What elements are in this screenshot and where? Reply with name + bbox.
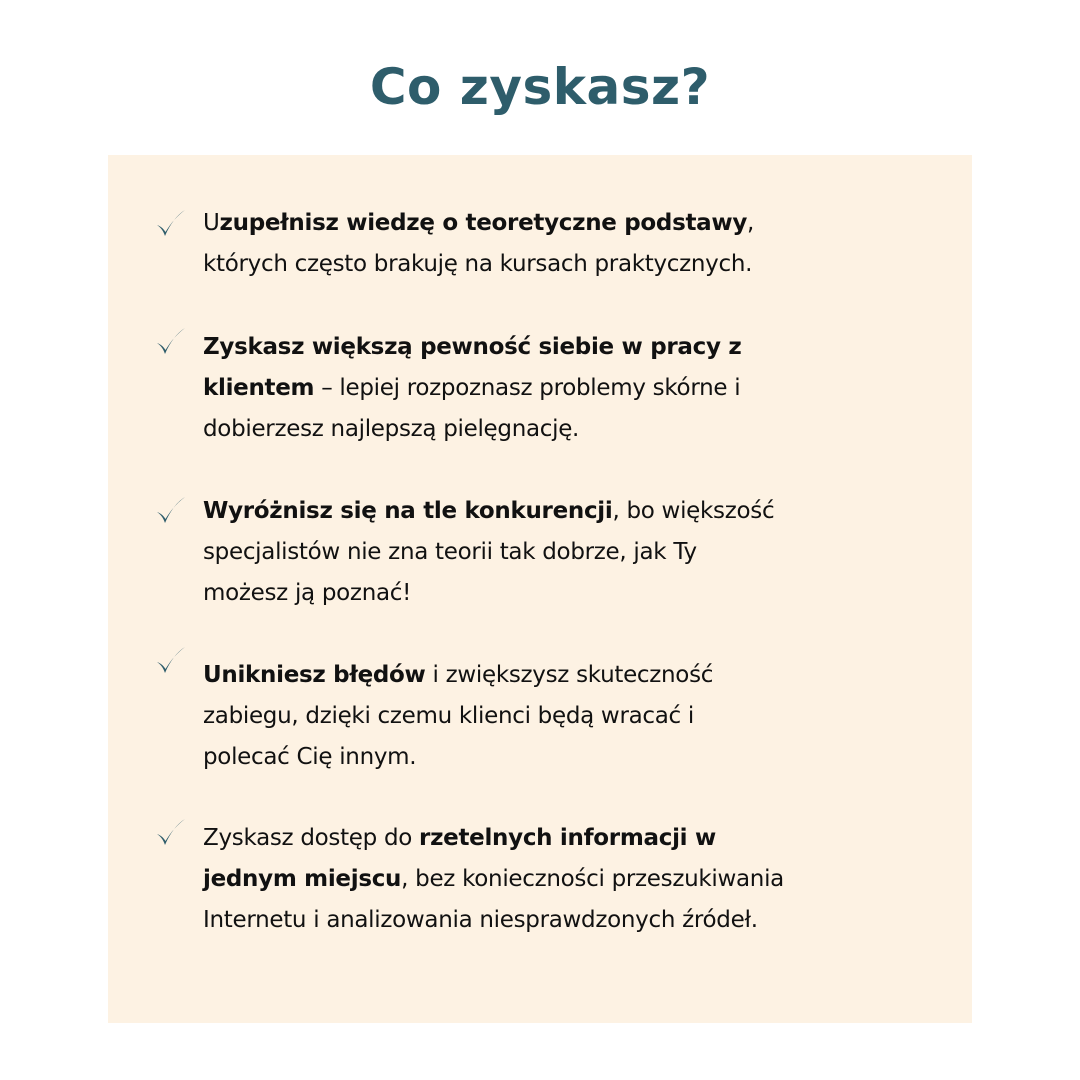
text-line [203,244,754,285]
text-line [203,368,741,409]
benefit-text [203,327,741,450]
bold-text: rzetelnych informacji w [419,825,716,851]
bold-text: Unikniesz błędów [203,662,426,688]
benefit-text [203,655,713,778]
text-line [203,696,713,737]
page-title: Co zyskasz? [369,58,711,116]
text-line [203,203,754,244]
checkmark-icon [155,326,187,358]
text: , bez konieczności przeszukiwania [401,866,784,892]
text: U [203,210,220,236]
text: – lepiej rozpoznasz problemy skórne i [314,375,741,401]
checkmark-icon [155,645,187,677]
text: , bo większość [612,498,775,524]
benefit-text [203,203,754,285]
benefit-text [203,818,784,941]
text: dobierzesz najlepszą pielęgnację. [203,416,580,442]
text: specjalistów nie zna teorii tak dobrze, jak Ty [203,539,697,565]
checkmark-icon [155,495,187,527]
text-line [203,532,774,573]
text: zabiegu, dzięki czemu klienci będą wracać i [203,703,694,729]
text: których często brakuję na kursach praktycznych. [203,251,753,277]
text-line [203,327,741,368]
checkmark-icon [155,208,187,240]
text-line [203,491,774,532]
text-line [203,859,784,900]
benefit-text [203,491,774,614]
checkmark-icon [155,817,187,849]
text: polecać Cię innym. [203,744,417,770]
bold-text: jednym miejscu [203,866,402,892]
text: Internetu i analizowania niesprawdzonych źródeł. [203,907,758,933]
bold-text: Zyskasz większą pewność siebie w pracy z [203,334,742,360]
text: , [747,210,755,236]
text-line [203,818,784,859]
text-line [203,409,741,450]
bold-text: Wyróżnisz się na tle konkurencji [203,498,613,524]
bold-text: klientem [203,375,315,401]
text-line [203,573,774,614]
text: Zyskasz dostęp do [203,825,420,851]
text-line [203,900,784,941]
text-line [203,737,713,778]
benefits-panel [108,155,972,1023]
text-line [203,655,713,696]
text: możesz ją poznać! [203,580,412,606]
text: i zwiększysz skuteczność [425,662,714,688]
bold-text: zupełnisz wiedzę o teoretyczne podstawy [219,210,748,236]
